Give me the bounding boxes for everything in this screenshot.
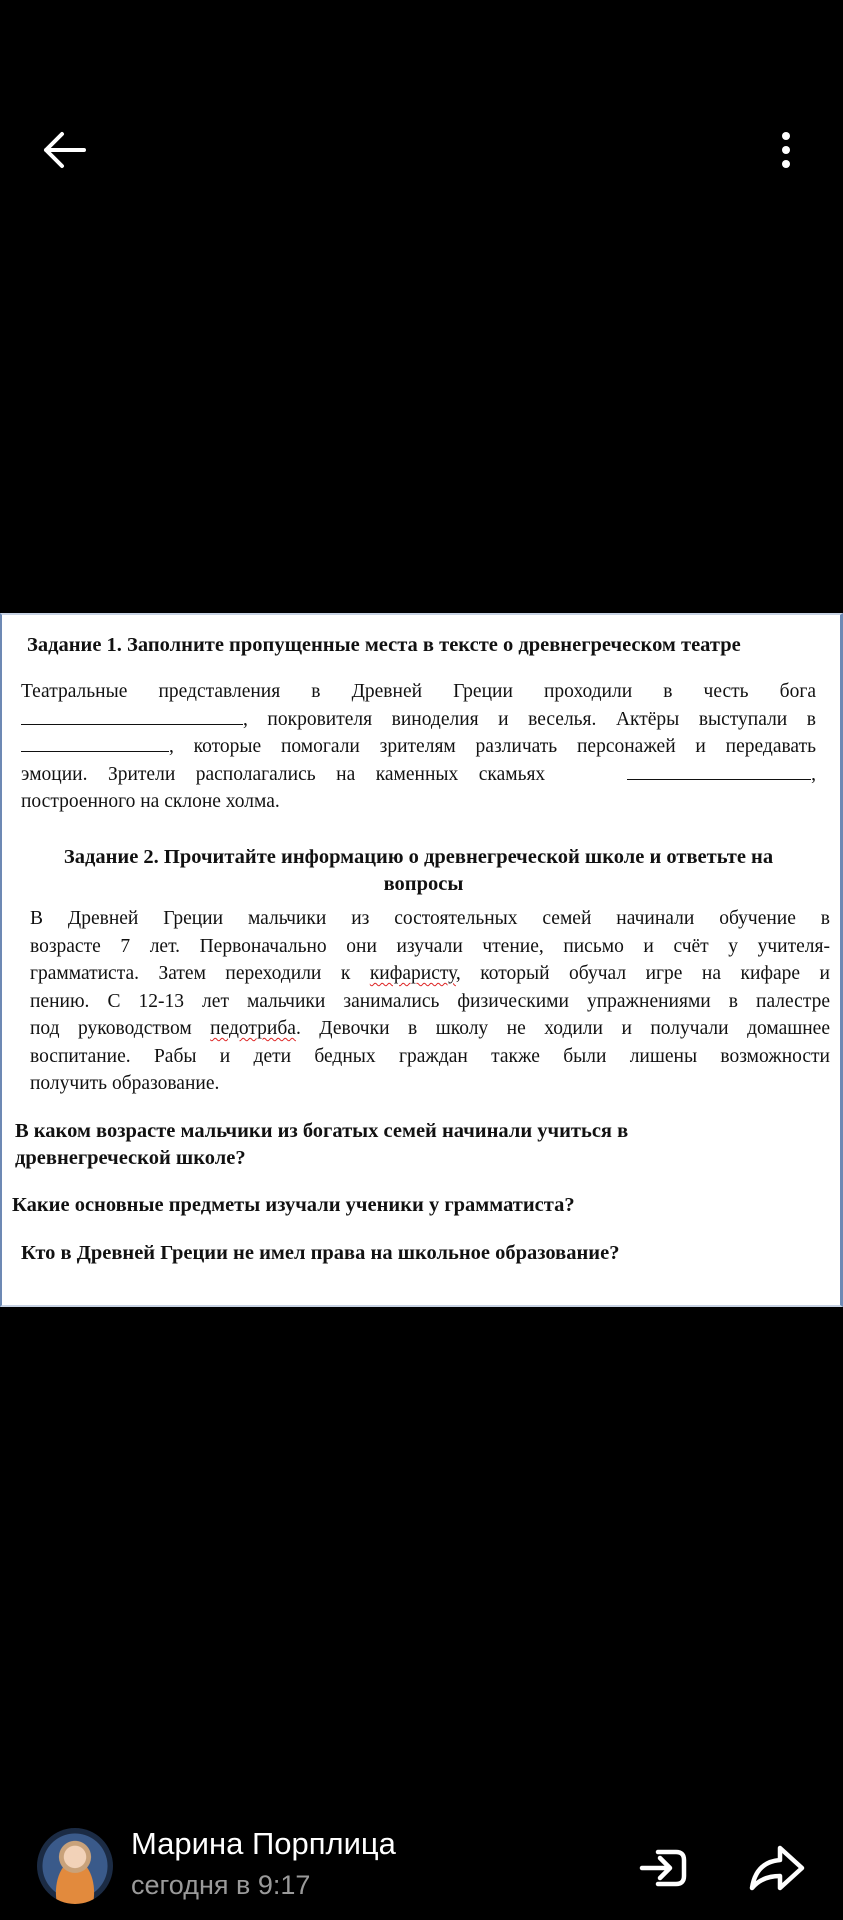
post-time: сегодня в 9:17: [131, 1870, 311, 1900]
answer-blank-2: [21, 733, 169, 752]
arrow-left-icon: [38, 124, 90, 176]
share-button[interactable]: [748, 1840, 806, 1896]
question-2: Какие основные предметы изучали ученики у грамматиста?: [12, 1194, 575, 1216]
task1-line-1: Театральные представления в Древней Греции проходили в честь бога: [21, 681, 816, 702]
share-icon: [748, 1840, 806, 1896]
more-menu-button[interactable]: [762, 126, 810, 174]
task1-title: Задание 1. Заполните пропущенные места в тексте о древнегреческом театре: [27, 634, 741, 656]
task1-line-3: , которые помогали зрителям различать персонажей и передавать: [21, 733, 816, 761]
task2-line-4: пению. С 12-13 лет мальчики занимались физическими упражнениями в палестре: [30, 990, 830, 1012]
task1-line-5: построенного на склоне холма.: [21, 791, 280, 812]
task1-text: [21, 678, 816, 816]
task1-line-4: эмоции. Зрители располагались на каменных скамьях ,: [21, 761, 816, 789]
task2-title: Задание 2. Прочитайте информацию о древнегреческой школе и ответьте на вопросы: [63, 846, 774, 895]
task2-line-3: грамматиста. Затем переходили к кифаристу, который обучал игре на кифаре и: [30, 963, 830, 984]
question-1: В каком возрасте мальчики из богатых семей начинали учиться в древнегреческой школе?: [15, 1120, 629, 1169]
question-3: Кто в Древней Греции не имел права на школьное образование?: [21, 1242, 620, 1264]
task1-line-2: , покровителя виноделия и веселья. Актёры выступали в: [21, 706, 816, 734]
login-icon: [638, 1842, 694, 1894]
document-photo[interactable]: [0, 613, 843, 1307]
author-name[interactable]: Марина Порплица: [131, 1826, 396, 1861]
answer-blank-3: [627, 761, 811, 780]
task2-line-5: под руководством педотриба. Девочки в школу не ходили и получали домашнее: [30, 1018, 830, 1039]
open-post-button[interactable]: [638, 1842, 694, 1894]
back-button[interactable]: [38, 124, 90, 176]
avatar[interactable]: [37, 1828, 113, 1904]
task2-line-6: воспитание. Рабы и дети бедных граждан также были лишены возможности: [30, 1045, 830, 1067]
task2-line-7: получить образование.: [30, 1073, 220, 1094]
task2-text: [30, 905, 830, 1098]
task2-line-2: возрасте 7 лет. Первоначально они изучали чтение, письмо и счёт у учителя-: [30, 935, 830, 957]
task2-line-1: В Древней Греции мальчики из состоятельных семей начинали обучение в: [30, 908, 830, 929]
more-vertical-icon: [762, 126, 810, 174]
answer-blank-1: [21, 706, 243, 725]
